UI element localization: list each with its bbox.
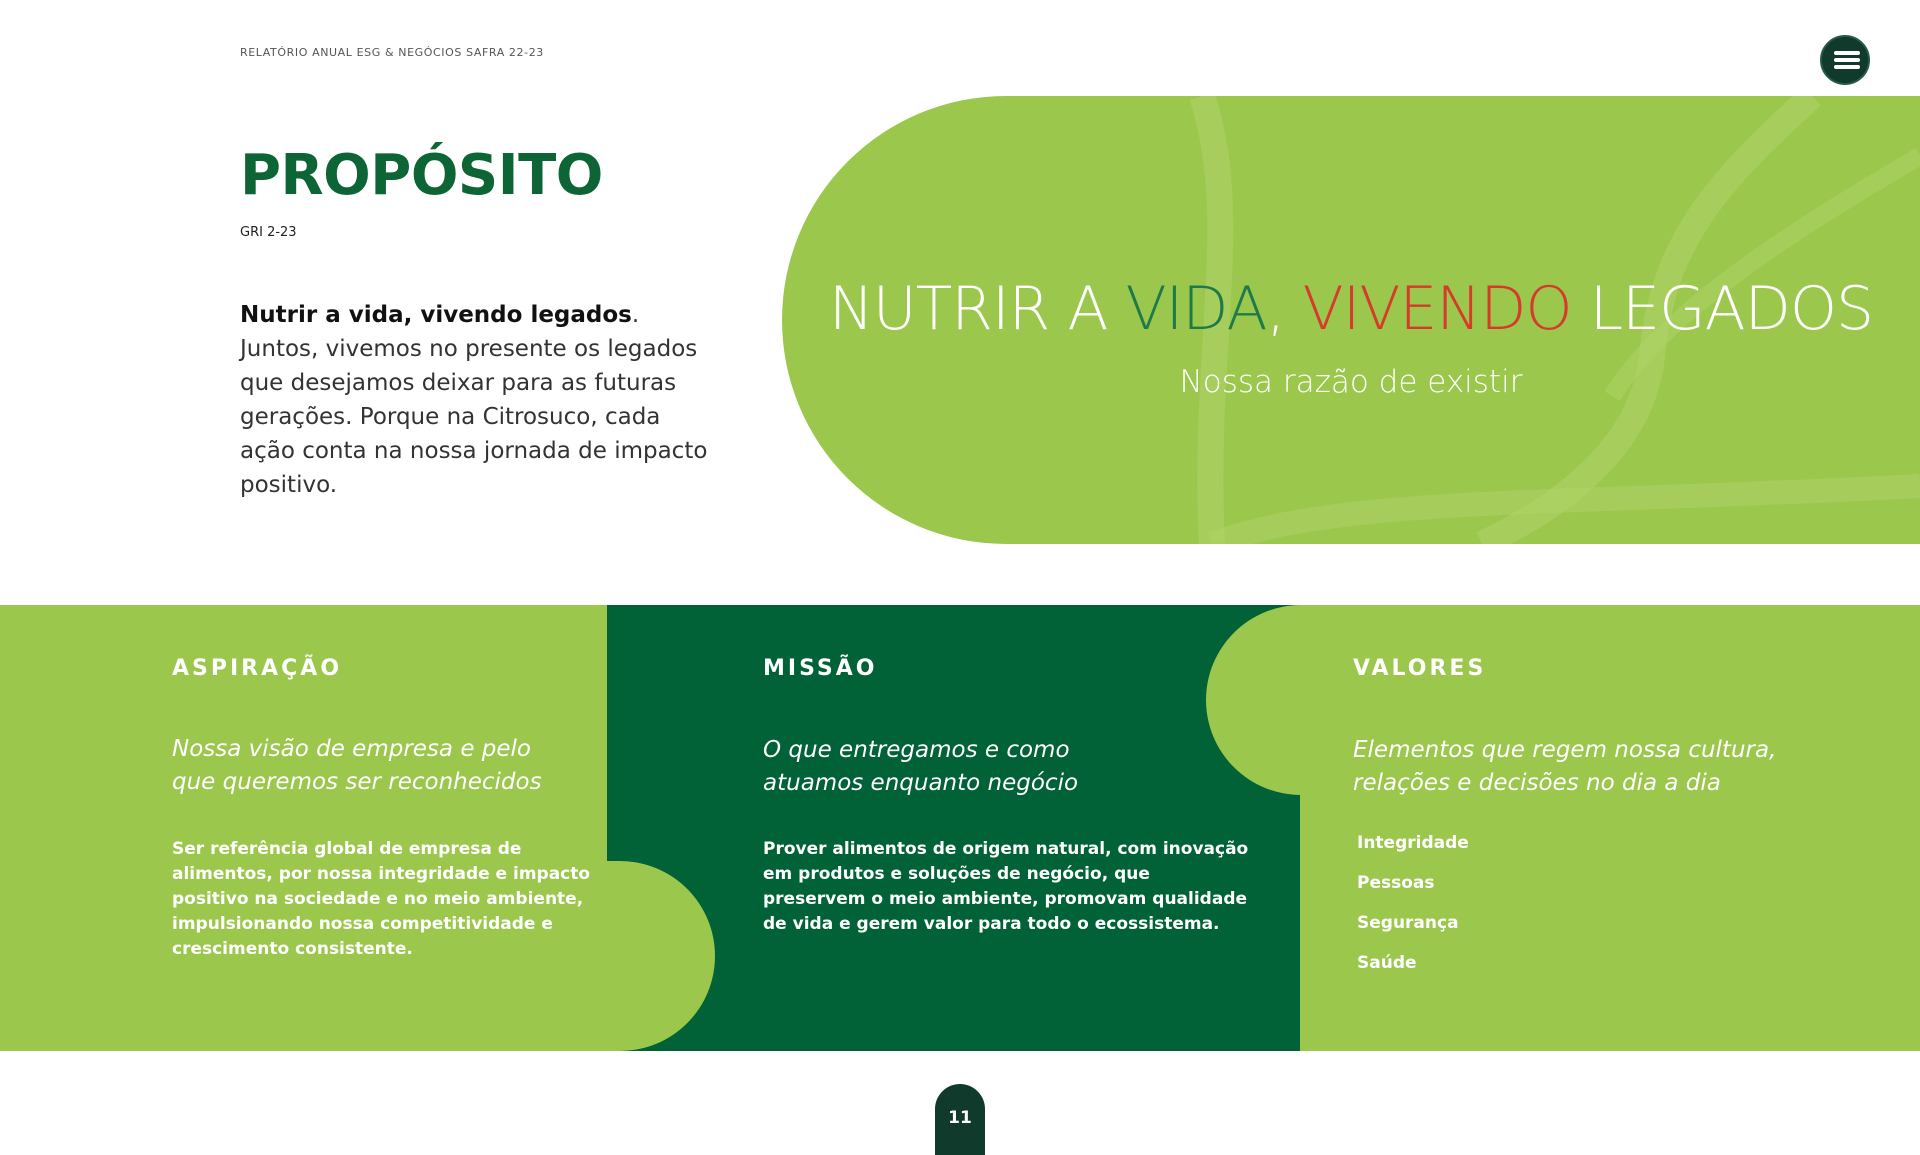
hero-title-part: ,: [1266, 274, 1303, 344]
hero-title-part: NUTRIR A: [828, 274, 1126, 344]
value-item: Segurança: [1357, 913, 1459, 933]
purpose-banner: [782, 96, 1920, 544]
missao-subtitle-line: O que entregamos e como: [763, 737, 1070, 763]
aspiracao-body: Ser referência global de empresa de alimentos, por nossa integridade e impacto positivo na sociedade e no meio ambiente, impulsionando nossa competitividade e crescimento consistente.: [172, 839, 591, 959]
gri-reference: GRI 2-23: [240, 225, 297, 240]
hamburger-menu-button[interactable]: [1820, 35, 1870, 85]
aspiracao-subtitle-line: que queremos ser reconhecidos: [172, 769, 542, 795]
hamburger-menu-icon-bar: [1834, 65, 1860, 69]
aspiracao-subtitle: [172, 733, 592, 799]
hero-title: [782, 274, 1920, 344]
values-list: [1357, 832, 1469, 992]
valores-subtitle-line: Elementos que regem nossa cultura,: [1353, 737, 1777, 763]
aspiracao-subtitle-line: Nossa visão de empresa e pelo: [172, 736, 531, 762]
hero-title-part: LEGADOS: [1571, 274, 1874, 344]
intro-text: . Juntos, vivemos no presente os legados que desejamos deixar para as futuras gerações. Porque na Citrosuco, cada ação conta na nossa jornada de impacto positivo.: [240, 302, 708, 498]
page-title: PROPÓSITO: [240, 143, 603, 208]
hero-subtitle: Nossa razão de existir: [1179, 364, 1523, 400]
hamburger-menu-icon-bar: [1834, 58, 1860, 62]
missao-subtitle-line: atuamos enquanto negócio: [763, 770, 1079, 796]
hero-title-vivendo: VIVENDO: [1302, 274, 1572, 344]
aspiracao-heading: ASPIRAÇÃO: [172, 656, 343, 681]
report-title: RELATÓRIO ANUAL ESG & NEGÓCIOS SAFRA 22-23: [240, 46, 544, 59]
missao-panel: [607, 605, 1301, 1051]
missao-body: Prover alimentos de origem natural, com inovação em produtos e soluções de negócio, que preservem o meio ambiente, promovam qualidade de vida e gerem valor para todo o ecossistema.: [763, 839, 1249, 934]
missao-heading: MISSÃO: [763, 656, 878, 681]
intro-strong: Nutrir a vida, vivendo legados: [240, 302, 632, 328]
value-item: Pessoas: [1357, 873, 1435, 893]
valores-subtitle-line: relações e decisões no dia a dia: [1353, 770, 1721, 796]
hero-title-vida: VIDA: [1125, 274, 1267, 344]
valores-heading: VALORES: [1353, 656, 1487, 681]
hamburger-menu-icon: [1834, 51, 1860, 55]
valores-subtitle: [1353, 734, 1853, 800]
intro-paragraph: [240, 298, 710, 502]
page-number: 11: [935, 1084, 985, 1155]
value-item: Integridade: [1357, 833, 1469, 853]
missao-subtitle: [763, 734, 1183, 800]
value-item: Saúde: [1357, 953, 1417, 973]
